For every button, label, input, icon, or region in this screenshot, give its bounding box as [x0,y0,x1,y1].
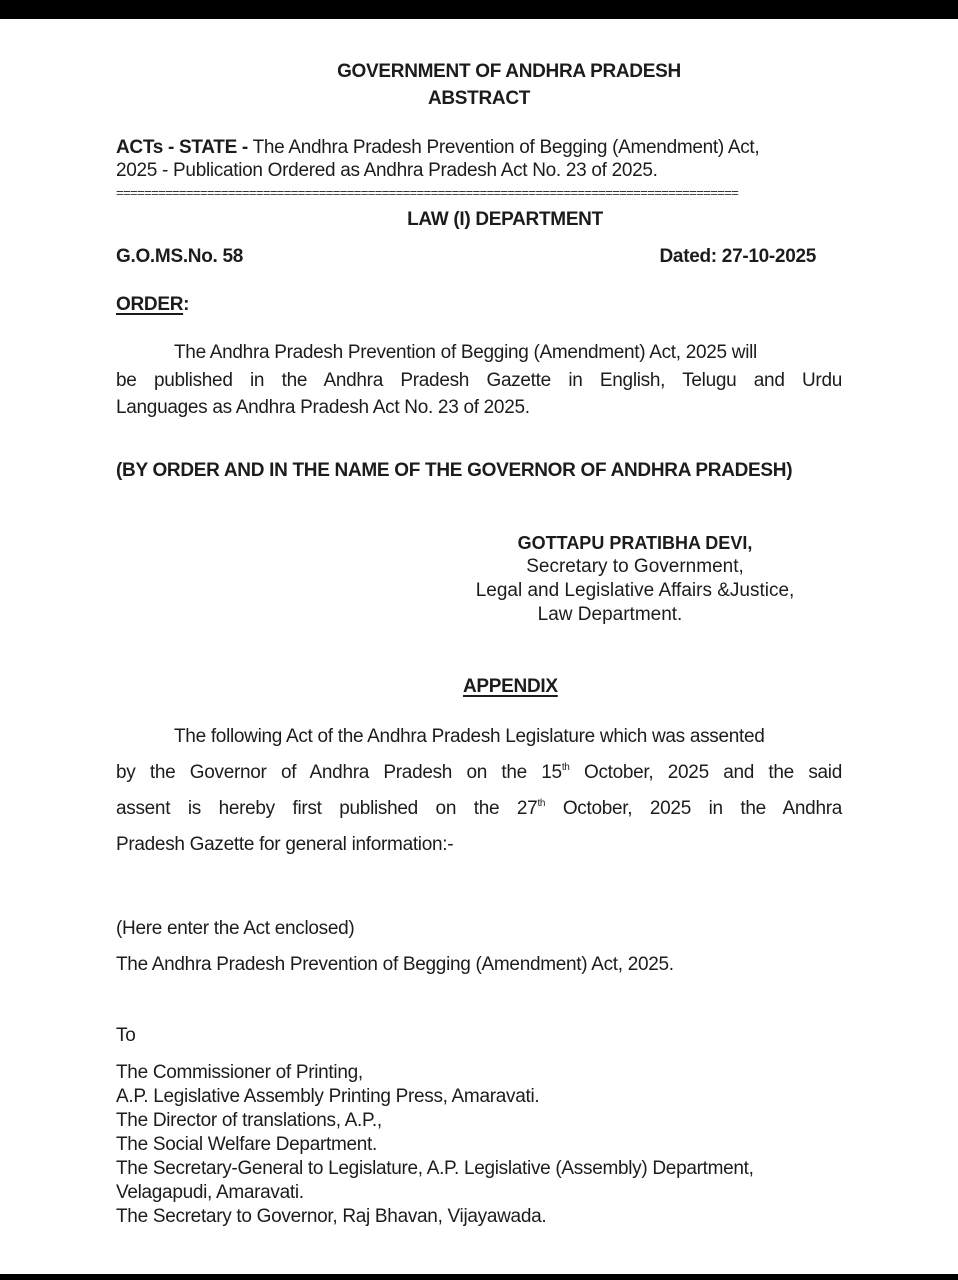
dated: Dated: 27-10-2025 [659,246,816,267]
order-heading-line [116,294,189,316]
government-heading: GOVERNMENT OF ANDHRA PRADESH [337,61,681,82]
recipient-line: The Secretary-General to Legislature, A.P. Legislative (Assembly) Department, [116,1158,754,1179]
recipient-line: A.P. Legislative Assembly Printing Press, Amaravati. [116,1086,540,1107]
bottom-black-border [0,1274,958,1280]
ordinal-sup: th [561,762,570,773]
order-heading: ORDER [116,294,184,315]
signatory-title: Secretary to Government, [526,556,744,577]
subject-line-2: 2025 - Publication Ordered as Andhra Pradesh Act No. 23 of 2025. [116,160,658,181]
order-text-line-1: The Andhra Pradesh Prevention of Begging (Amendment) Act, 2025 will [174,342,757,363]
recipient-line: The Social Welfare Department. [116,1134,377,1155]
by-order-line: (BY ORDER AND IN THE NAME OF THE GOVERNOR OF ANDHRA PRADESH) [116,460,793,481]
recipient-line: Velagapudi, Amaravati. [116,1182,304,1203]
subject-label: ACTs - STATE - [116,137,248,158]
appendix-line-2-a: by the Governor of Andhra Pradesh on the 15 [116,762,562,783]
appendix-line-3 [116,798,842,820]
appendix-line-4: Pradesh Gazette for general information:- [116,834,454,855]
signatory-office: Legal and Legislative Affairs &Justice, [475,580,795,601]
order-text-line-3: Languages as Andhra Pradesh Act No. 23 of 2025. [116,397,530,418]
enclosed-note: (Here enter the Act enclosed) [116,918,355,939]
top-black-border [0,0,958,19]
appendix-line-2-b: October, 2025 and the said [569,762,842,783]
order-heading-colon: : [183,294,190,315]
order-text-line-2: be published in the Andhra Pradesh Gazette in English, Telugu and Urdu [116,370,842,391]
department-heading: LAW (I) DEPARTMENT [407,209,603,230]
signatory-name: GOTTAPU PRATIBHA DEVI, [517,533,753,553]
recipient-line: The Secretary to Governor, Raj Bhavan, Vijayawada. [116,1206,547,1227]
go-number: G.O.MS.No. 58 [116,246,244,267]
appendix-line-3-a: assent is hereby first published on the 27 [116,798,538,819]
recipient-line: The Commissioner of Printing, [116,1062,363,1083]
appendix-line-1: The following Act of the Andhra Pradesh Legislature which was assented [174,726,765,747]
separator-rule: ========================================================================================= [116,186,739,200]
recipient-line: The Director of translations, A.P., [116,1110,382,1131]
appendix-line-2 [116,762,842,784]
act-title: The Andhra Pradesh Prevention of Begging (Amendment) Act, 2025. [116,954,674,975]
appendix-heading-text: APPENDIX [463,676,558,697]
subject-text-1: The Andhra Pradesh Prevention of Begging (Amendment) Act, [247,137,760,158]
signatory-department: Law Department. [537,604,683,625]
appendix-heading [463,676,558,698]
to-label: To [116,1025,136,1046]
ordinal-sup: th [537,798,546,809]
abstract-heading: ABSTRACT [427,88,531,109]
subject-line-1 [116,137,759,159]
appendix-line-3-b: October, 2025 in the Andhra [545,798,843,819]
